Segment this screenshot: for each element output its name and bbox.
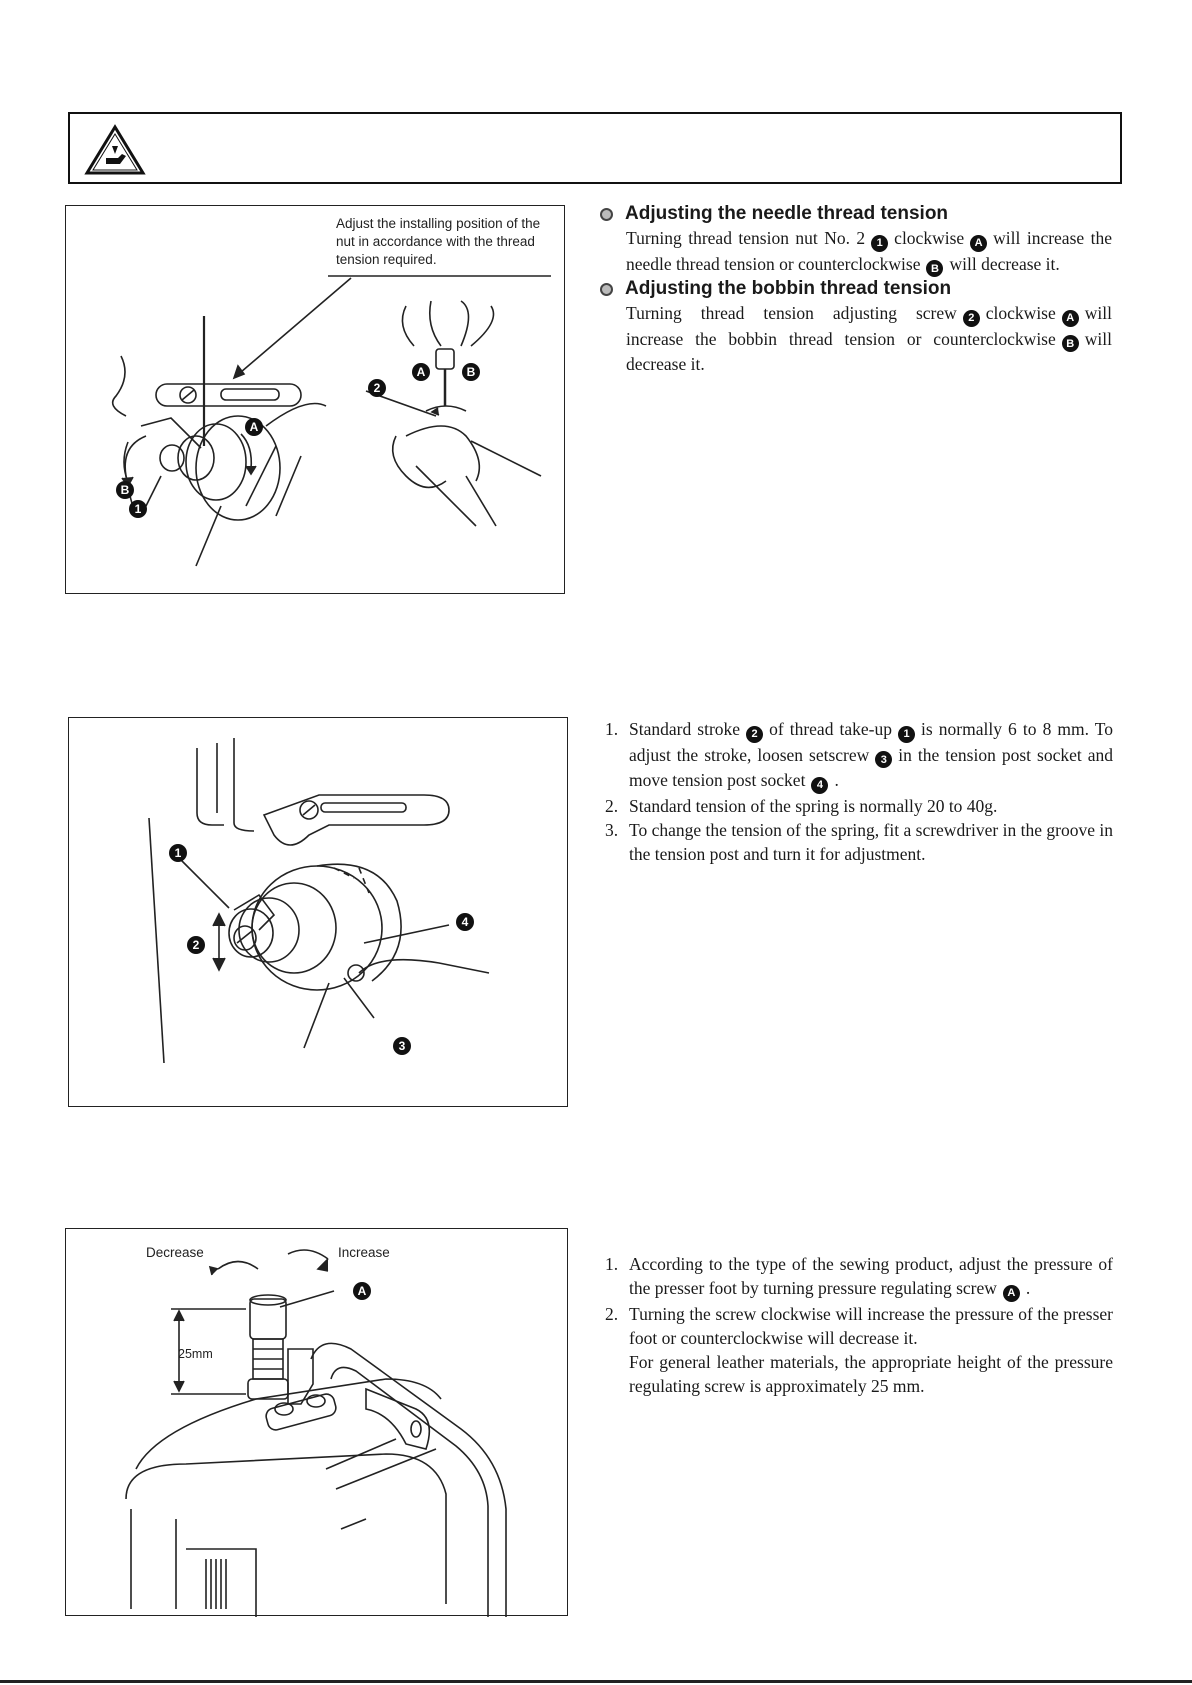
- marker-3-fig2: 3: [398, 1039, 406, 1053]
- thread-tension-figure: [65, 205, 565, 594]
- figure-note: Adjust the installing position of the nut in accordance with the thread tension required.: [336, 216, 541, 267]
- list-item: 1. According to the type of the sewing product, adjust the pressure of the presser foot by turning pressure regulating screw A .: [605, 1252, 1113, 1302]
- presser-pressure-figure: [65, 1228, 568, 1616]
- section2-text: [605, 717, 1113, 866]
- list-item: 2. Turning the screw clockwise will increase the pressure of the presser foot or counterclockwise will decrease it. For general leather materials, the appropriate height of the pressure regulating screw is approximately 25 mm.: [605, 1303, 1113, 1396]
- needle-heading: Adjusting the needle thread tension: [600, 202, 1112, 226]
- warning-box: [68, 112, 1122, 184]
- marker-4-inline: 4: [811, 777, 828, 794]
- bullet-icon: [600, 208, 613, 221]
- marker-2-inline: 2: [963, 310, 980, 327]
- marker-4-fig2: 4: [461, 915, 469, 929]
- list-item: 2. Standard tension of the spring is normally 20 to 40g.: [605, 795, 998, 816]
- dimension-label: 25mm: [178, 1347, 213, 1361]
- marker-a-inline: A: [970, 235, 987, 252]
- take-up-spring-figure: [68, 717, 568, 1107]
- list-item: 3. To change the tension of the spring, fit a screwdriver in the groove in the tension post and turn it for adjustment.: [605, 819, 1113, 864]
- marker-b: B: [120, 483, 130, 497]
- marker-b-inline: B: [1062, 335, 1079, 352]
- decrease-label: Decrease: [146, 1245, 204, 1260]
- marker-a-fig3: A: [357, 1284, 367, 1298]
- bottom-rule: [0, 1680, 1192, 1683]
- marker-a: A: [249, 420, 259, 434]
- bobbin-paragraph: Turning thread tension adjusting screw 2 clockwise A will increase the bobbin thread tension or counterclockwise B will decrease it.: [626, 303, 1112, 374]
- marker-b-inline: B: [926, 260, 943, 277]
- marker-1-inline: 1: [871, 235, 888, 252]
- marker-1-inline: 1: [898, 726, 915, 743]
- bobbin-heading: Adjusting the bobbin thread tension: [600, 277, 1112, 301]
- marker-2: 2: [373, 381, 381, 395]
- increase-label: Increase: [338, 1245, 390, 1260]
- marker-1-fig2: 1: [174, 846, 182, 860]
- section3-text: [605, 1252, 1113, 1398]
- marker-2-inline: 2: [746, 726, 763, 743]
- marker-a-inline: A: [1062, 310, 1079, 327]
- marker-2-fig2: 2: [192, 938, 200, 952]
- list-item: 1. Standard stroke 2 of thread take-up 1 is normally 6 to 8 mm. To adjust the stroke, loosen setscrew 3 in the tension post socket and move tension post socket 4 .: [605, 717, 1113, 794]
- section1-text: [600, 202, 1112, 376]
- marker-a-2: A: [416, 365, 426, 379]
- marker-a-inline: A: [1003, 1285, 1020, 1302]
- needle-paragraph: Turning thread tension nut No. 2 1 clockwise A will increase the needle thread tension or counterclockwise B will decrease it.: [626, 226, 1112, 277]
- marker-3-inline: 3: [875, 751, 892, 768]
- marker-b-2: B: [466, 365, 476, 379]
- marker-1: 1: [134, 502, 142, 516]
- caution-hand-icon: [84, 124, 146, 176]
- bullet-icon: [600, 283, 613, 296]
